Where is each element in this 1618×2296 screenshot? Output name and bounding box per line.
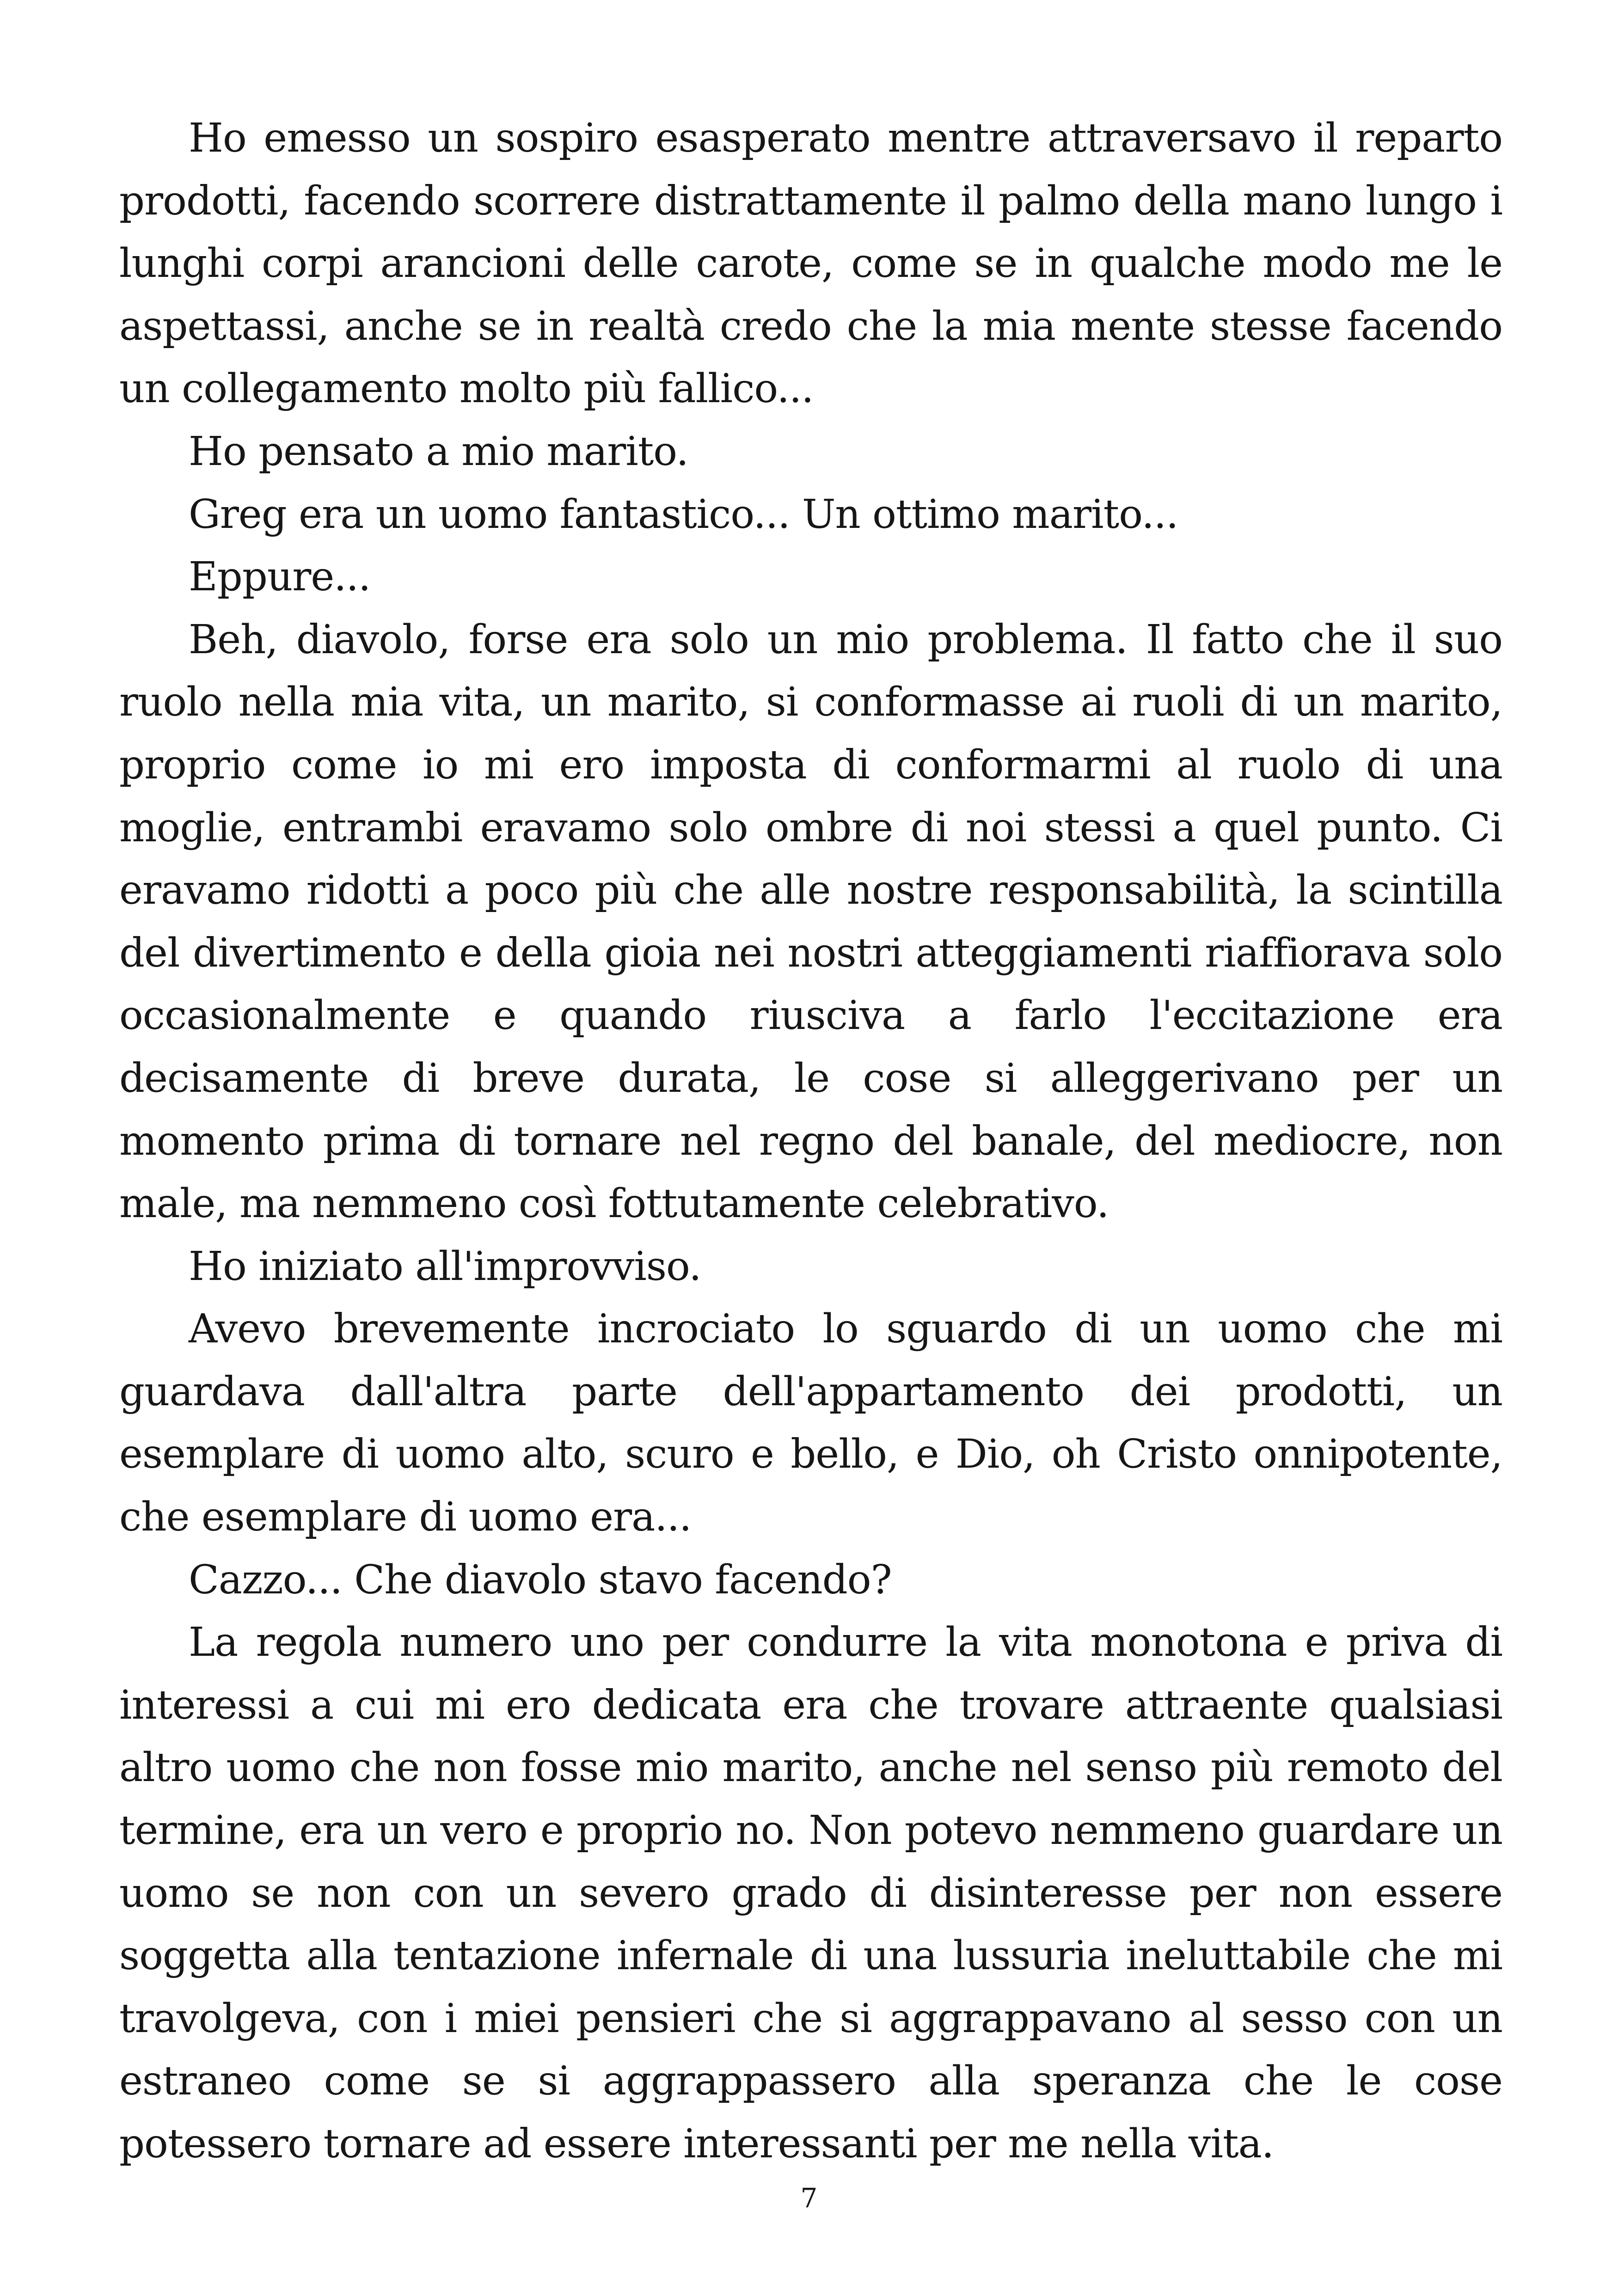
body-text xyxy=(119,107,1502,2176)
paragraph: Greg era un uomo fantastico... Un ottimo marito... xyxy=(189,491,1178,538)
paragraph: La regola numero uno per condurre la vita monotona e priva di interessi a cui mi ero dedicata era che trovare attraente qualsiasi altro uomo che non fosse mio marito, anche nel senso più remoto del termine, era un vero e proprio no. Non potevo nemmeno guardare un uomo se non con un severo grado di disinteresse per non essere soggetta alla tentazione infernale di una lussuria ineluttabile che mi travolgeva, con i miei pensieri che si aggrappavano al sesso con un estraneo come se si aggrappassero alla speranza che le cose potessero tornare ad essere interessanti per me nella vita. xyxy=(119,1619,1502,2167)
paragraph: Beh, diavolo, forse era solo un mio problema. Il fatto che il suo ruolo nella mia vita, un marito, si conformasse ai ruoli di un marito, proprio come io mi ero imposta di conformarmi al ruolo di una moglie, entrambi eravamo solo ombre di noi stessi a quel punto. Ci eravamo ridotti a poco più che alle nostre responsabilità, la scintilla del divertimento e della gioia nei nostri atteggiamenti riaffiorava solo occasionalmente e quando riusciva a farlo l'eccitazione era decisamente di breve durata, le cose si alleggerivano per un momento prima di tornare nel regno del banale, del mediocre, non male, ma nemmeno così fottutamente celebrativo. xyxy=(119,616,1502,1227)
page-number: 7 xyxy=(800,2182,818,2214)
paragraph: Cazzo... Che diavolo stavo facendo? xyxy=(189,1556,892,1603)
paragraph: Ho iniziato all'improvviso. xyxy=(189,1243,701,1290)
paragraph: Avevo brevemente incrociato lo sguardo di un uomo che mi guardava dall'altra parte dell'appartamento dei prodotti, un esemplare di uomo alto, scuro e bello, e Dio, oh Cristo onnipotente, che esemplare di uomo era... xyxy=(119,1306,1502,1541)
paragraph: Ho pensato a mio marito. xyxy=(189,428,688,475)
paragraph: Eppure... xyxy=(189,554,371,600)
paragraph: Ho emesso un sospiro esasperato mentre attraversavo il reparto prodotti, facendo scorrere distrattamente il palmo della mano lungo i lunghi corpi arancioni delle carote, come se in qualche modo me le aspettassi, anche se in realtà credo che la mia mente stesse facendo un collegamento molto più fallico... xyxy=(119,115,1502,412)
